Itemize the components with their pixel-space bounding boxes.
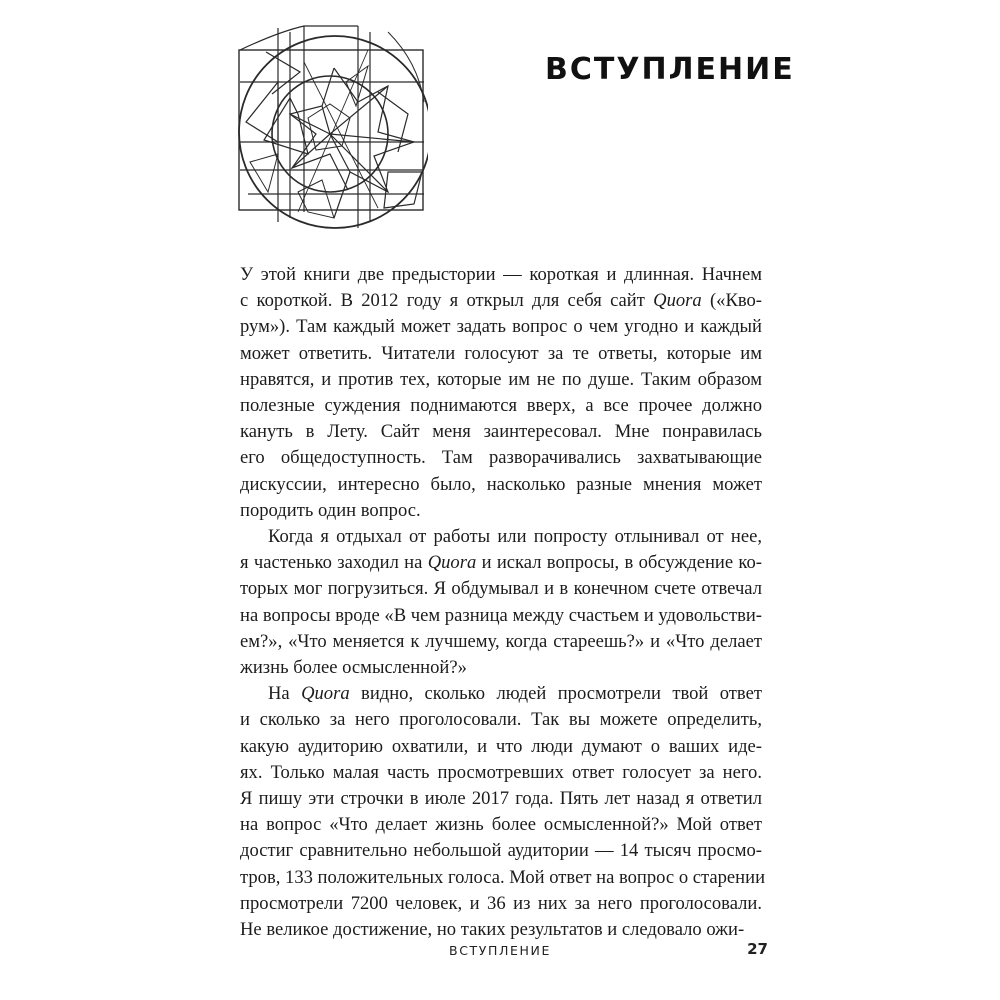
- page-number: 27: [747, 940, 768, 958]
- text-line: дискуссии, интересно было, насколько разные мнения может: [240, 473, 762, 495]
- text-line: кануть в Лету. Сайт меня заинтересовал. Мне понравилась: [240, 421, 762, 443]
- chapter-title: ВСТУПЛЕНИЕ: [545, 52, 795, 87]
- text-line: нравятся, и против тех, которые им не по душе. Таким образом: [240, 368, 762, 390]
- text-line: ем?», «Что меняется к лучшему, когда стареешь?» и «Что делает: [240, 630, 762, 652]
- text-line: его общедоступность. Там разворачивались захватывающие: [240, 447, 762, 469]
- italic-term: Quora: [653, 290, 702, 312]
- text-line: на вопросы вроде «В чем разница между счастьем и удовольстви-: [240, 604, 762, 626]
- text-line: торых мог погрузиться. Я обдумывал и в конечном счете отвечал: [240, 578, 762, 600]
- text-line: У этой книги две предыстории — короткая и длинная. Начнем: [240, 264, 762, 285]
- text-line: какую аудиторию охватили, и что люди думают о ваших иде-: [240, 735, 762, 757]
- text-line: жизнь более осмысленной?»: [240, 657, 467, 679]
- text-line: тров, 133 положительных голоса. Мой ответ на вопрос о старении: [240, 866, 766, 888]
- chapter-emblem-icon: [238, 22, 428, 230]
- text-line: с короткой. В 2012 году я открыл для себя сайт Quora («Кво-: [240, 290, 762, 312]
- text-line: может ответить. Читатели голосуют за те ответы, которые им: [240, 342, 762, 364]
- paragraph: [240, 524, 762, 681]
- paragraph: [240, 681, 766, 943]
- text-line: на вопрос «Что делает жизнь более осмысленной?» Мой ответ: [240, 814, 762, 836]
- italic-term: Quora: [427, 552, 477, 574]
- text-line: полезные суждения поднимаются вверх, а все прочее должно: [240, 395, 762, 417]
- text-line: ях. Только малая часть просмотревших ответ голосует за него.: [240, 761, 762, 783]
- body-text: [240, 262, 766, 943]
- text-line: породить один вопрос.: [240, 499, 421, 521]
- text-line: Не великое достижение, но таких результатов и следовало ожи-: [240, 919, 745, 941]
- text-line: рум»). Там каждый может задать вопрос о чем угодно и каждый: [240, 316, 762, 338]
- italic-term: Quora: [301, 683, 350, 705]
- text-line: я частенько заходил на Quora и искал вопросы, в обсуждение ко-: [240, 552, 762, 574]
- paragraph: [240, 262, 762, 524]
- text-line: Я пишу эти строчки в июле 2017 года. Пять лет назад я ответил: [240, 788, 762, 810]
- text-line: достиг сравнительно небольшой аудитории — 14 тысяч просмо-: [240, 840, 762, 862]
- text-line: На Quora видно, сколько людей просмотрели твой ответ: [268, 683, 762, 705]
- running-title: ВСТУПЛЕНИЕ: [449, 943, 551, 958]
- text-line: просмотрели 7200 человек, и 36 из них за него проголосовали.: [240, 892, 762, 914]
- text-line: Когда я отдыхал от работы или попросту отлынивал от нее,: [268, 526, 762, 548]
- text-line: и сколько за него проголосовали. Так вы можете определить,: [240, 709, 762, 731]
